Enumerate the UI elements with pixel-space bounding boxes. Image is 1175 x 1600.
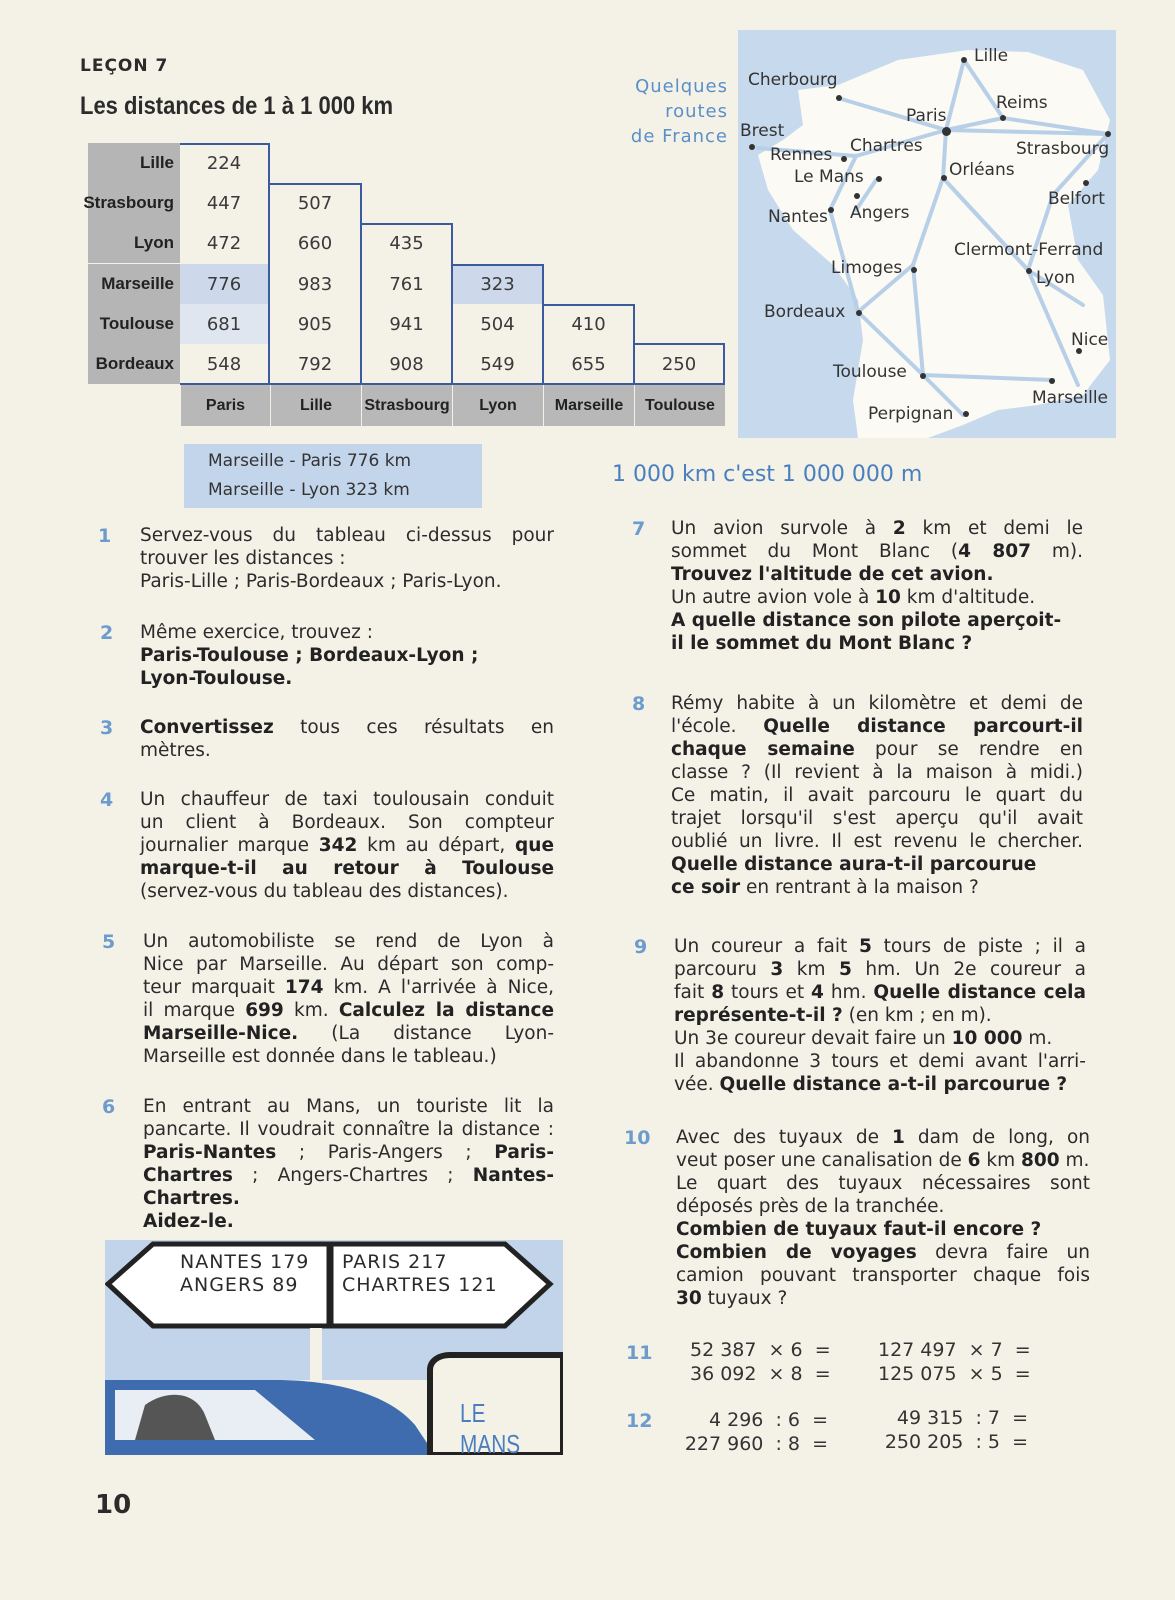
town-name: LE MANS	[460, 1398, 521, 1459]
exercise-number: 3	[100, 717, 114, 739]
map-city: Marseille	[1032, 388, 1109, 408]
map-city: Angers	[850, 203, 910, 223]
calc-12-b: 49 315 : 7 = 250 205 : 5 =	[884, 1407, 1028, 1453]
table-cell: 905	[297, 313, 333, 335]
table-cell: 655	[571, 353, 606, 375]
column-label: Marseille	[543, 385, 634, 426]
map-city: Toulouse	[833, 362, 907, 382]
exercise-9: Un coureur a fait 5 tours de piste ; il a parcouru 3 km 5 hm. Un 2e coureur a fait 8 tours et 4 hm. Quelle distance cela représente-t-il ? (en km ; en m). Un 3e coureur devait faire un 10 000 m. Il abandonne 3 tours et demi avant l'arri- vée. Quelle distance a-t-il parcourue ?	[674, 936, 1087, 1095]
table-cell: 761	[389, 273, 424, 295]
map-city: Nantes	[768, 207, 828, 227]
row-label: Lyon	[88, 223, 180, 263]
map-city: Limoges	[831, 258, 903, 278]
section-heading: 1 000 km c'est 1 000 000 m	[612, 462, 923, 487]
exercise-number: 2	[100, 622, 114, 644]
example-line: Marseille - Lyon 323 km	[208, 480, 410, 500]
calc-11-a: 52 387 × 6 = 36 092 × 8 =	[690, 1339, 831, 1385]
table-cell: 776	[206, 273, 242, 295]
exercise-number: 6	[102, 1096, 116, 1118]
map-city: Rennes	[770, 145, 833, 165]
example-box	[184, 444, 482, 508]
map-city: Paris	[906, 106, 947, 126]
exercise-5: Un automobiliste se rend de Lyon à Nice par Marseille. Au départ son comp- teur marquait 174 km. A l'arrivée à Nice, il marque 699 km. Calculez la distance Marseille-Nice. (La distance Lyon- Marseille est donnée dans le tableau.)	[143, 931, 554, 1067]
map-city: Lyon	[1036, 268, 1076, 288]
map-city: Belfort	[1048, 189, 1105, 209]
table-cell: 435	[389, 232, 424, 254]
exercise-number: 8	[632, 693, 646, 715]
exercise-number: 12	[626, 1410, 653, 1432]
row-label: Strasbourg	[88, 183, 180, 223]
map-city: Clermont-Ferrand	[954, 240, 1104, 260]
table-cell: 792	[297, 353, 333, 375]
map-city: Orléans	[949, 160, 1015, 180]
table-cell: 548	[206, 353, 242, 375]
map-background	[738, 30, 1116, 438]
exercise-10: Avec des tuyaux de 1 dam de long, on veut poser une canalisation de 6 km 800 m. Le quart des tuyaux nécessaires sont déposés près de la tranchée. Combien de tuyaux faut-il encore ? Combien de voyages devra faire un camion pouvant transporter chaque fois 30 tuyaux ?	[676, 1127, 1090, 1309]
calc-12-a: 4 296 : 6 = 227 960 : 8 =	[684, 1409, 828, 1455]
exercise-number: 10	[624, 1127, 651, 1149]
exercise-number: 11	[626, 1342, 653, 1364]
sign-left: NANTES 179 ANGERS 89	[180, 1251, 310, 1296]
exercise-7: Un avion survole à 2 km et demi le sommet du Mont Blanc (4 807 m). Trouvez l'altitude de cet avion. Un autre avion vole à 10 km d'altitude. A quelle distance son pilote aperçoit- il le sommet du Mont Blanc ?	[671, 518, 1084, 654]
sign-right: PARIS 217 CHARTRES 121	[342, 1251, 498, 1296]
row-label: Lille	[88, 143, 180, 183]
exercise-4: Un chauffeur de taxi toulousain conduit un client à Bordeaux. Son compteur journalier marque 342 km au départ, que marque-t-il au retour à Toulouse (servez-vous du tableau des distances).	[140, 789, 555, 902]
exercise-number: 5	[102, 931, 116, 953]
column-label: Lyon	[452, 385, 543, 426]
map-city: Lille	[974, 46, 1009, 66]
column-label: Toulouse	[634, 385, 725, 426]
map-caption-line: Quelques	[635, 76, 728, 97]
table-cell: 908	[389, 353, 424, 375]
map-city: Strasbourg	[1016, 139, 1110, 159]
exercise-number: 7	[632, 518, 646, 540]
exercise-number: 1	[98, 525, 112, 547]
column-label: Lille	[270, 385, 361, 426]
exercise-number: 9	[634, 936, 648, 958]
row-label: Marseille	[88, 264, 180, 304]
calc-11-b: 127 497 × 7 = 125 075 × 5 =	[878, 1339, 1031, 1385]
exercise-number: 4	[100, 789, 114, 811]
table-cell: 660	[297, 232, 333, 254]
map-city: Bordeaux	[764, 302, 846, 322]
table-cell: 549	[480, 353, 515, 375]
map-city: Le Mans	[794, 167, 864, 187]
table-cell: 983	[297, 273, 333, 295]
map-city: Perpignan	[868, 404, 954, 424]
column-label: Paris	[180, 385, 270, 426]
page-number: 10	[95, 1490, 132, 1520]
exercise-2: Même exercice, trouvez : Paris-Toulouse ; Bordeaux-Lyon ; Lyon-Toulouse.	[140, 622, 479, 689]
table-cell: 410	[571, 313, 606, 335]
map-city: Chartres	[850, 136, 923, 156]
map-caption-line: routes	[665, 101, 728, 122]
map-city: Reims	[996, 93, 1048, 113]
exercise-6: En entrant au Mans, un touriste lit la pancarte. Il voudrait connaître la distance : Paris-Nantes ; Paris-Angers ; Paris- Chartres ; Angers-Chartres ; Nantes- Chartres. Aidez-le.	[143, 1096, 554, 1232]
exercise-8: Rémy habite à un kilomètre et demi de l'école. Quelle distance parcourt-il chaque semaine pour se rendre en classe ? (Il revient à la maison à midi.) Ce matin, il avait parcouru le quart du trajet lorsqu'il s'est aperçu qu'il avait oublié un livre. Il est revenu le chercher. Quelle distance aura-t-il parcourue ce soir en rentrant à la maison ?	[671, 693, 1084, 898]
page-title: Les distances de 1 à 1 000 km	[80, 92, 394, 120]
table-cell: 941	[389, 313, 424, 335]
map-city: Brest	[740, 121, 785, 141]
example-line: Marseille - Paris 776 km	[208, 451, 412, 471]
table-cell: 472	[206, 232, 242, 254]
row-label: Bordeaux	[88, 344, 180, 384]
map-caption	[612, 74, 728, 149]
table-cell: 504	[480, 313, 515, 335]
map-city: Cherbourg	[748, 70, 838, 90]
exercise-1: Servez-vous du tableau ci-dessus pour trouver les distances : Paris-Lille ; Paris-Bordeaux ; Paris-Lyon.	[140, 525, 554, 592]
table-cell: 681	[206, 313, 242, 335]
road-sign-illustration	[105, 1240, 563, 1459]
table-cell: 323	[480, 273, 515, 295]
france-map	[738, 30, 1116, 438]
table-cell: 224	[206, 152, 242, 174]
table-cell: 507	[297, 192, 333, 214]
column-label: Strasbourg	[361, 385, 452, 426]
map-caption-line: de France	[630, 126, 728, 147]
table-cell: 447	[206, 192, 242, 214]
exercise-3: Convertissez tous ces résultats en mètres.	[140, 717, 554, 761]
map-city: Nice	[1071, 330, 1109, 350]
lesson-label: LEÇON 7	[80, 56, 169, 76]
row-label: Toulouse	[88, 304, 180, 344]
table-cell: 250	[661, 353, 697, 375]
